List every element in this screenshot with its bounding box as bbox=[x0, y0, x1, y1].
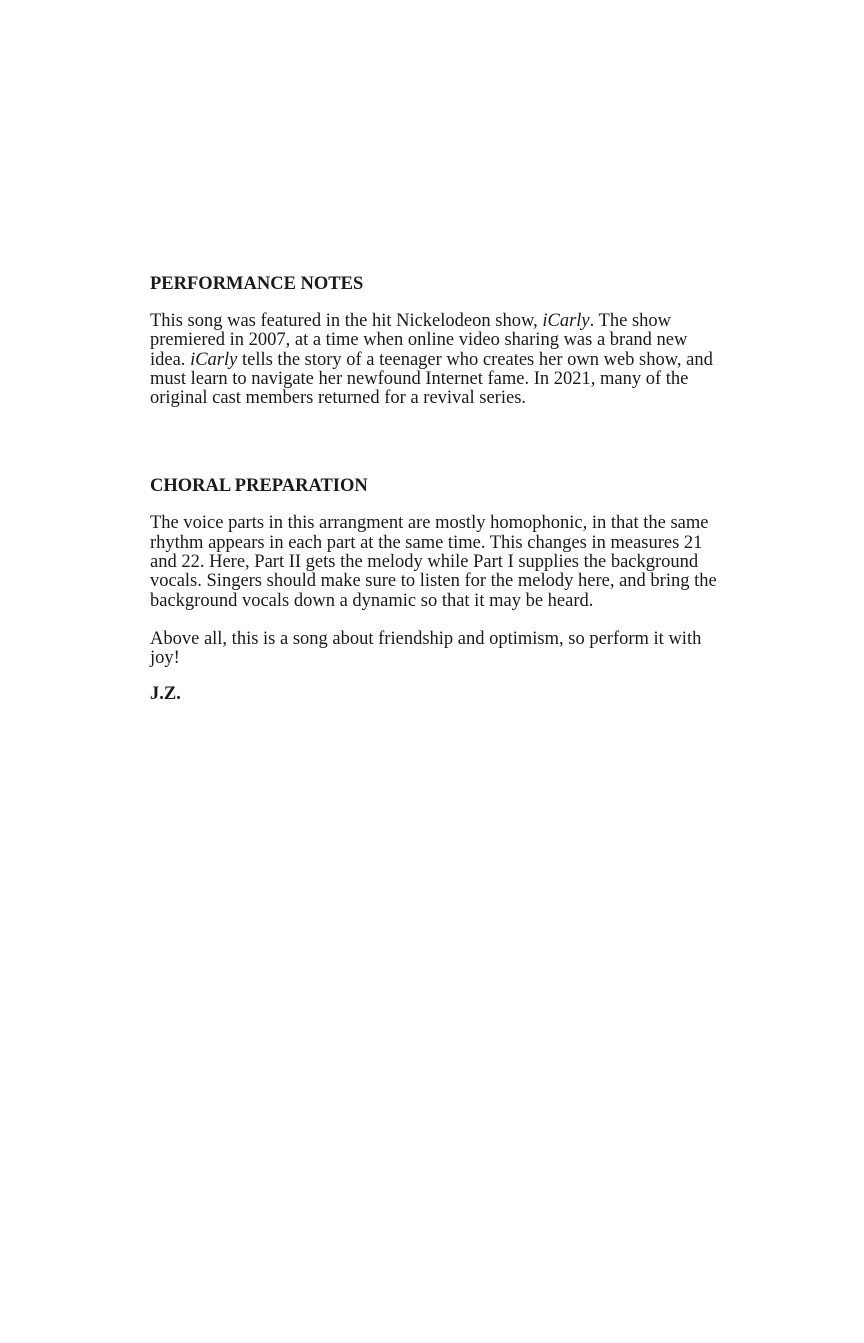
performance-notes-section bbox=[150, 272, 720, 408]
choral-preparation-heading: CHORAL PREPARATION bbox=[150, 476, 368, 497]
performance-notes-heading: PERFORMANCE NOTES bbox=[150, 274, 364, 294]
document-page bbox=[150, 272, 720, 706]
text-run: tells the story of a teenager who creates her own web show, and must learn to navigate her newfound Internet fame. In 2021, many of the original cast members returned for a revival series. bbox=[150, 349, 713, 409]
choral-preparation-paragraph: The voice parts in this arrangment are mostly homophonic, in that the same rhythm appears in each part at the same time. This changes in measures 21 and 22. Here, Part II gets the melody while Part I supplies the background vocals. Singers should make sure to listen for the melody here, and bring the background vocals down a dynamic so that it may be heard. bbox=[150, 513, 717, 611]
show-title-italic: iCarly bbox=[542, 311, 590, 331]
show-title-italic: iCarly bbox=[190, 349, 238, 370]
text-run: This song was featured in the hit Nickelodeon show, bbox=[150, 311, 543, 331]
closing-paragraph: Above all, this is a song about friendship and optimism, so perform it with joy! bbox=[150, 628, 702, 669]
author-signature: J.Z. bbox=[150, 683, 181, 704]
performance-notes-paragraph bbox=[150, 312, 720, 408]
text-run: . The show premiered in 2007, at a time when online video sharing was a brand new idea. bbox=[150, 311, 688, 370]
choral-preparation-section bbox=[150, 474, 720, 705]
